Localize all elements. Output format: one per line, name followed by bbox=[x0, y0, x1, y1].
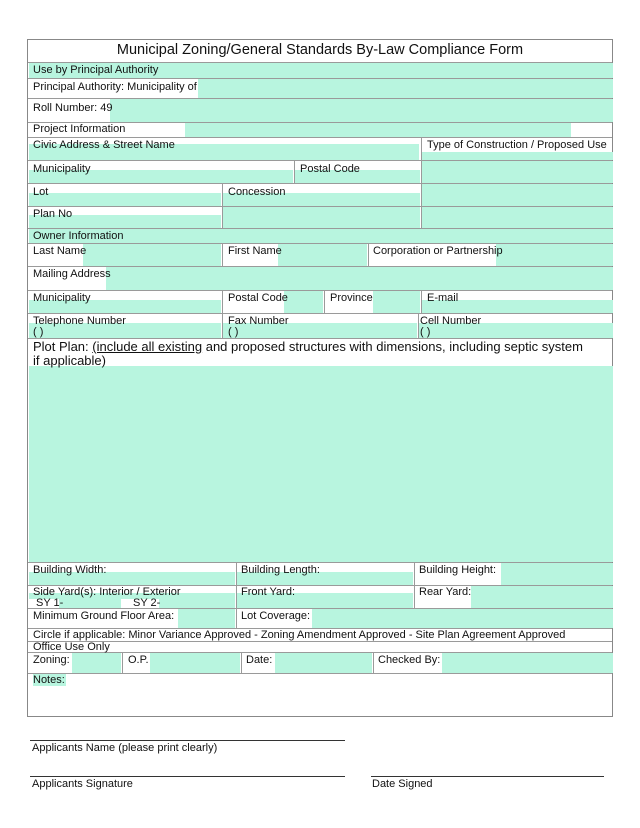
zoning-label: Zoning: bbox=[33, 654, 70, 666]
construction-type-label: Type of Construction / Proposed Use bbox=[427, 139, 607, 151]
front-yard-label: Front Yard: bbox=[241, 586, 296, 598]
applicant-name-label: Applicants Name (please print clearly) bbox=[32, 742, 218, 754]
plan-no-field-2[interactable] bbox=[223, 207, 420, 228]
plot-plan-suffix: and proposed structures with dimensions, including septic system if applicable) bbox=[33, 339, 583, 368]
mailing-address-label: Mailing Address bbox=[33, 268, 111, 280]
concession-label: Concession bbox=[228, 186, 286, 198]
fax-area-code: ( ) bbox=[228, 326, 239, 338]
lot-label: Lot bbox=[33, 186, 49, 198]
applicant-signature-label: Applicants Signature bbox=[32, 778, 133, 790]
civic-address-label: Civic Address & Street Name bbox=[33, 139, 175, 151]
building-length-label: Building Length: bbox=[241, 564, 320, 576]
section-project-information: Project Information bbox=[33, 123, 126, 135]
lot-coverage-label: Lot Coverage: bbox=[241, 610, 311, 622]
office-use-heading: Office Use Only bbox=[33, 641, 110, 653]
min-floor-area-label: Minimum Ground Floor Area: bbox=[33, 610, 175, 622]
checked-by-field[interactable] bbox=[442, 653, 613, 673]
corporation-field[interactable] bbox=[496, 244, 613, 266]
date-signed-label: Date Signed bbox=[372, 778, 433, 790]
rear-yard-label: Rear Yard: bbox=[419, 586, 472, 598]
plot-plan-heading bbox=[33, 340, 593, 368]
section-principal-authority: Use by Principal Authority bbox=[33, 64, 159, 76]
last-name-label: Last Name bbox=[33, 245, 87, 257]
province-field[interactable] bbox=[373, 291, 420, 313]
zoning-field[interactable] bbox=[72, 653, 121, 673]
corporation-label: Corporation or Partnership bbox=[373, 245, 503, 257]
owner-municipality-label: Municipality bbox=[33, 292, 91, 304]
sy2-label: SY 2- bbox=[133, 597, 161, 609]
lot-field[interactable] bbox=[29, 193, 221, 206]
construction-type-field[interactable] bbox=[422, 152, 613, 160]
rear-yard-field[interactable] bbox=[471, 586, 613, 608]
office-date-label: Date: bbox=[246, 654, 273, 666]
plan-no-label: Plan No bbox=[33, 208, 73, 220]
construction-type-field-2[interactable] bbox=[422, 161, 613, 183]
section-owner-information: Owner Information bbox=[33, 230, 124, 242]
first-name-label: First Name bbox=[228, 245, 282, 257]
date-signed-line[interactable] bbox=[371, 776, 604, 777]
owner-postal-code-field[interactable] bbox=[284, 291, 323, 313]
compliance-form bbox=[27, 39, 613, 717]
fax-label: Fax Number bbox=[228, 315, 289, 327]
side-yards-label: Side Yard(s): Interior / Exterior bbox=[33, 586, 181, 598]
op-field[interactable] bbox=[150, 653, 240, 673]
plot-plan-area[interactable] bbox=[29, 366, 613, 562]
sy1-label: SY 1- bbox=[36, 597, 64, 609]
project-info-field[interactable] bbox=[185, 123, 571, 137]
plot-plan-underlined: (include all existing bbox=[92, 339, 203, 354]
form-title: Municipal Zoning/General Standards By-Law Compliance Form bbox=[116, 42, 524, 58]
cell-area-code: ( ) bbox=[420, 326, 431, 338]
applicant-name-line[interactable] bbox=[30, 740, 345, 741]
checked-by-label: Checked By: bbox=[378, 654, 441, 666]
min-floor-area-field[interactable] bbox=[178, 609, 235, 628]
notes-label: Notes: bbox=[33, 674, 65, 686]
project-municipality-label: Municipality bbox=[33, 163, 91, 175]
construction-type-field-4[interactable] bbox=[422, 207, 613, 228]
building-width-label: Building Width: bbox=[33, 564, 107, 576]
mailing-address-field[interactable] bbox=[106, 267, 613, 290]
roll-number-label: Roll Number: 49 bbox=[33, 102, 113, 114]
date-field[interactable] bbox=[275, 653, 372, 673]
first-name-field[interactable] bbox=[278, 244, 367, 266]
sy2-field[interactable] bbox=[159, 599, 235, 608]
op-label: O.P. bbox=[128, 654, 149, 666]
applicant-signature-line[interactable] bbox=[30, 776, 345, 777]
building-height-label: Building Height: bbox=[419, 564, 497, 576]
roll-number-field[interactable] bbox=[110, 99, 613, 122]
municipality-of-field[interactable] bbox=[198, 79, 613, 98]
owner-postal-code-label: Postal Code bbox=[228, 292, 288, 304]
cell-label: Cell Number bbox=[420, 315, 482, 327]
telephone-area-code: ( ) bbox=[33, 326, 44, 338]
construction-type-field-3[interactable] bbox=[422, 184, 613, 206]
project-postal-code-label: Postal Code bbox=[300, 163, 360, 175]
principal-authority-label: Principal Authority: Municipality of bbox=[33, 81, 197, 93]
plot-plan-prefix: Plot Plan: bbox=[33, 339, 93, 354]
email-label: E-mail bbox=[427, 292, 459, 304]
building-height-field[interactable] bbox=[501, 563, 613, 585]
lot-coverage-field[interactable] bbox=[312, 609, 613, 628]
telephone-label: Telephone Number bbox=[33, 315, 126, 327]
circle-if-applicable: Circle if applicable: Minor Variance Approved - Zoning Amendment Approved - Site Plan Agreement Approved bbox=[33, 629, 566, 641]
sy1-field[interactable] bbox=[59, 599, 121, 608]
province-label: Province bbox=[330, 292, 373, 304]
last-name-field[interactable] bbox=[83, 244, 221, 266]
